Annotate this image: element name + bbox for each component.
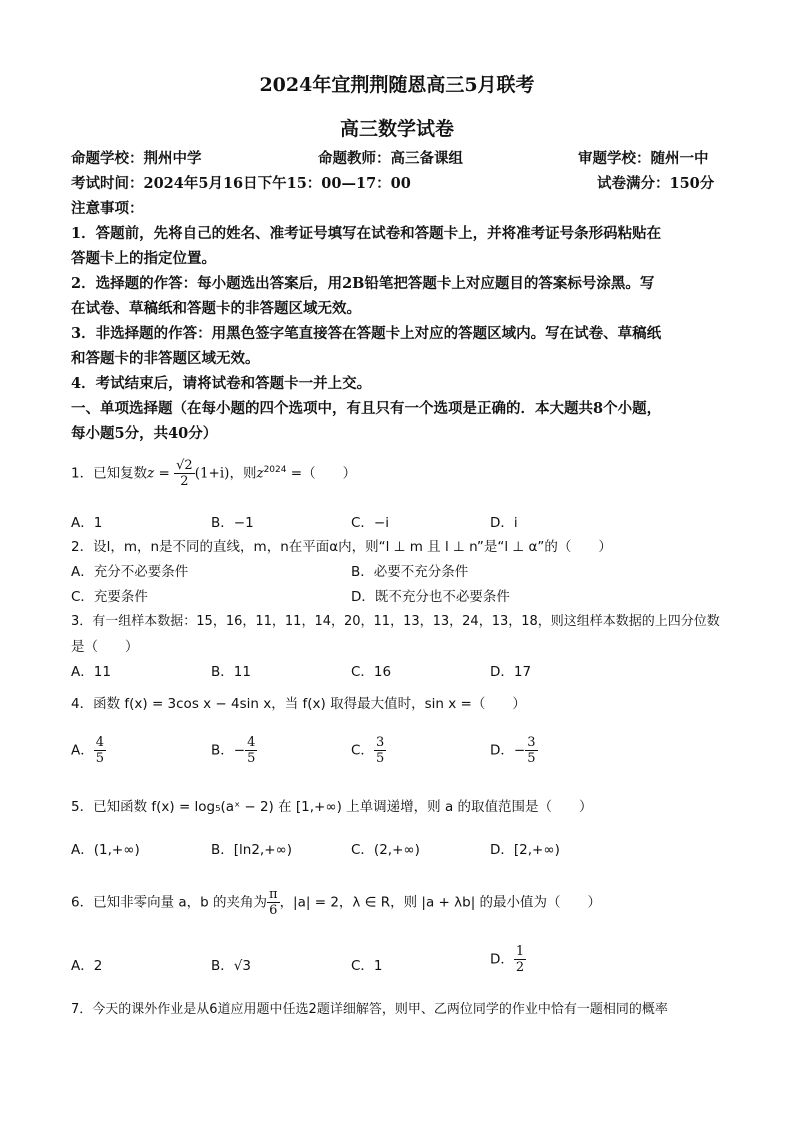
- question-1-stem: 1．已知复数z = $\frac{√2}{2}$ (1+i)，则$z^{2024}$ =（ ）: [71, 458, 357, 489]
- teacher-label: 命题教师：高三备课组: [318, 150, 463, 167]
- question-1-option-d: D．i: [490, 515, 518, 531]
- question-5-option-c: C．(2,+∞): [351, 842, 420, 858]
- question-2-option-b: B．必要不充分条件: [351, 564, 469, 580]
- exam-subtitle: 高三数学试卷: [339, 118, 454, 140]
- note-1-line-1: 1．答题前，先将自己的姓名、准考证号填写在试卷和答题卡上，并将准考证号条形码粘贴在: [71, 225, 662, 242]
- question-5-option-d: D．[2,+∞): [490, 842, 560, 858]
- note-3-line-1: 3．非选择题的作答：用黑色签字笔直接答在答题卡上对应的答题区域内。写在试卷、草稿纸: [71, 325, 662, 342]
- question-3-stem-line-1: 3．有一组样本数据：15，16，11，11，14，20，11，13，13，24，13，18，则这组样本数据的上四分位数: [71, 614, 720, 629]
- question-2-option-a: A．充分不必要条件: [71, 564, 189, 580]
- question-3-stem-line-2: 是（ ）: [71, 639, 139, 655]
- question-3-option-b: B．11: [211, 664, 251, 680]
- question-6-stem: 6．已知非零向量 a，b 的夹角为 $\frac{\pi}{6}$ ，|a| = 2，λ ∈ R，则 |a + λb| 的最小值为（ ）: [71, 887, 602, 918]
- exam-title: 2024年宜荆荆随恩高三5月联考: [259, 74, 535, 96]
- question-2-option-d: D．既不充分也不必要条件: [351, 589, 510, 605]
- question-4-option-a: A． $\frac{4}{5}$: [71, 735, 105, 766]
- question-2-stem: 2．设l，m，n是不同的直线，m，n在平面α内，则“l ⊥ m 且 l ⊥ n”是“l ⊥ α”的（ ）: [71, 539, 612, 555]
- question-6-option-c: C．1: [351, 958, 383, 974]
- question-3-option-d: D．17: [490, 664, 532, 680]
- section-1-heading-line-2: 每小题5分，共40分）: [71, 425, 218, 442]
- question-6-option-b: B．√3: [211, 958, 251, 974]
- question-1-option-b: B．−1: [211, 515, 254, 531]
- question-3-option-a: A．11: [71, 664, 111, 680]
- review-label: 审题学校：随州一中: [578, 150, 709, 167]
- question-1-fraction: $\frac{√2}{2}$: [176, 458, 193, 489]
- note-4: 4．考试结束后，请将试卷和答题卡一并上交。: [71, 375, 372, 392]
- notes-heading: 注意事项：: [71, 200, 144, 217]
- question-1-option-c: C．−i: [351, 515, 389, 531]
- question-1-option-a: A．1: [71, 515, 103, 531]
- note-3-line-2: 和答题卡的非答题区域无效。: [71, 350, 260, 367]
- question-5-stem: 5．已知函数 f(x) = log₅(aˣ − 2) 在 [1,+∞) 上单调递增，则 a 的取值范围是（ ）: [71, 799, 593, 815]
- school-label: 命题学校：荆州中学: [71, 150, 202, 167]
- question-5-option-b: B．[ln2,+∞): [211, 842, 293, 858]
- full-score: 试卷满分：150分: [597, 175, 715, 192]
- exam-time: 考试时间：2024年5月16日下午15：00—17：00: [71, 175, 411, 192]
- question-3-option-c: C．16: [351, 664, 392, 680]
- question-2-option-c: C．充要条件: [71, 589, 148, 605]
- question-4-option-c: C． $\frac{3}{5}$: [351, 735, 385, 766]
- note-1-line-2: 答题卡上的指定位置。: [71, 250, 216, 267]
- note-2-line-1: 2．选择题的作答：每小题选出答案后，用2B铅笔把答题卡上对应题目的答案标号涂黑。写: [71, 275, 655, 292]
- question-4-stem: 4．函数 f(x) = 3cos x − 4sin x，当 f(x) 取得最大值时，sin x =（ ）: [71, 696, 526, 712]
- question-4-option-b: B．− $\frac{4}{5}$: [211, 735, 256, 766]
- question-5-option-a: A．(1,+∞): [71, 842, 140, 858]
- question-6-option-d: D． $\frac{1}{2}$: [490, 944, 525, 975]
- note-2-line-2: 在试卷、草稿纸和答题卡的非答题区域无效。: [71, 300, 361, 317]
- question-6-option-a: A．2: [71, 958, 103, 974]
- section-1-heading-line-1: 一、单项选择题（在每小题的四个选项中，有且只有一个选项是正确的．本大题共8个小题，: [71, 400, 662, 417]
- question-4-option-d: D．− $\frac{3}{5}$: [490, 735, 536, 766]
- question-7-stem: 7．今天的课外作业是从6道应用题中任选2题详细解答，则甲、乙两位同学的作业中恰有一题相同的概率: [71, 1002, 668, 1017]
